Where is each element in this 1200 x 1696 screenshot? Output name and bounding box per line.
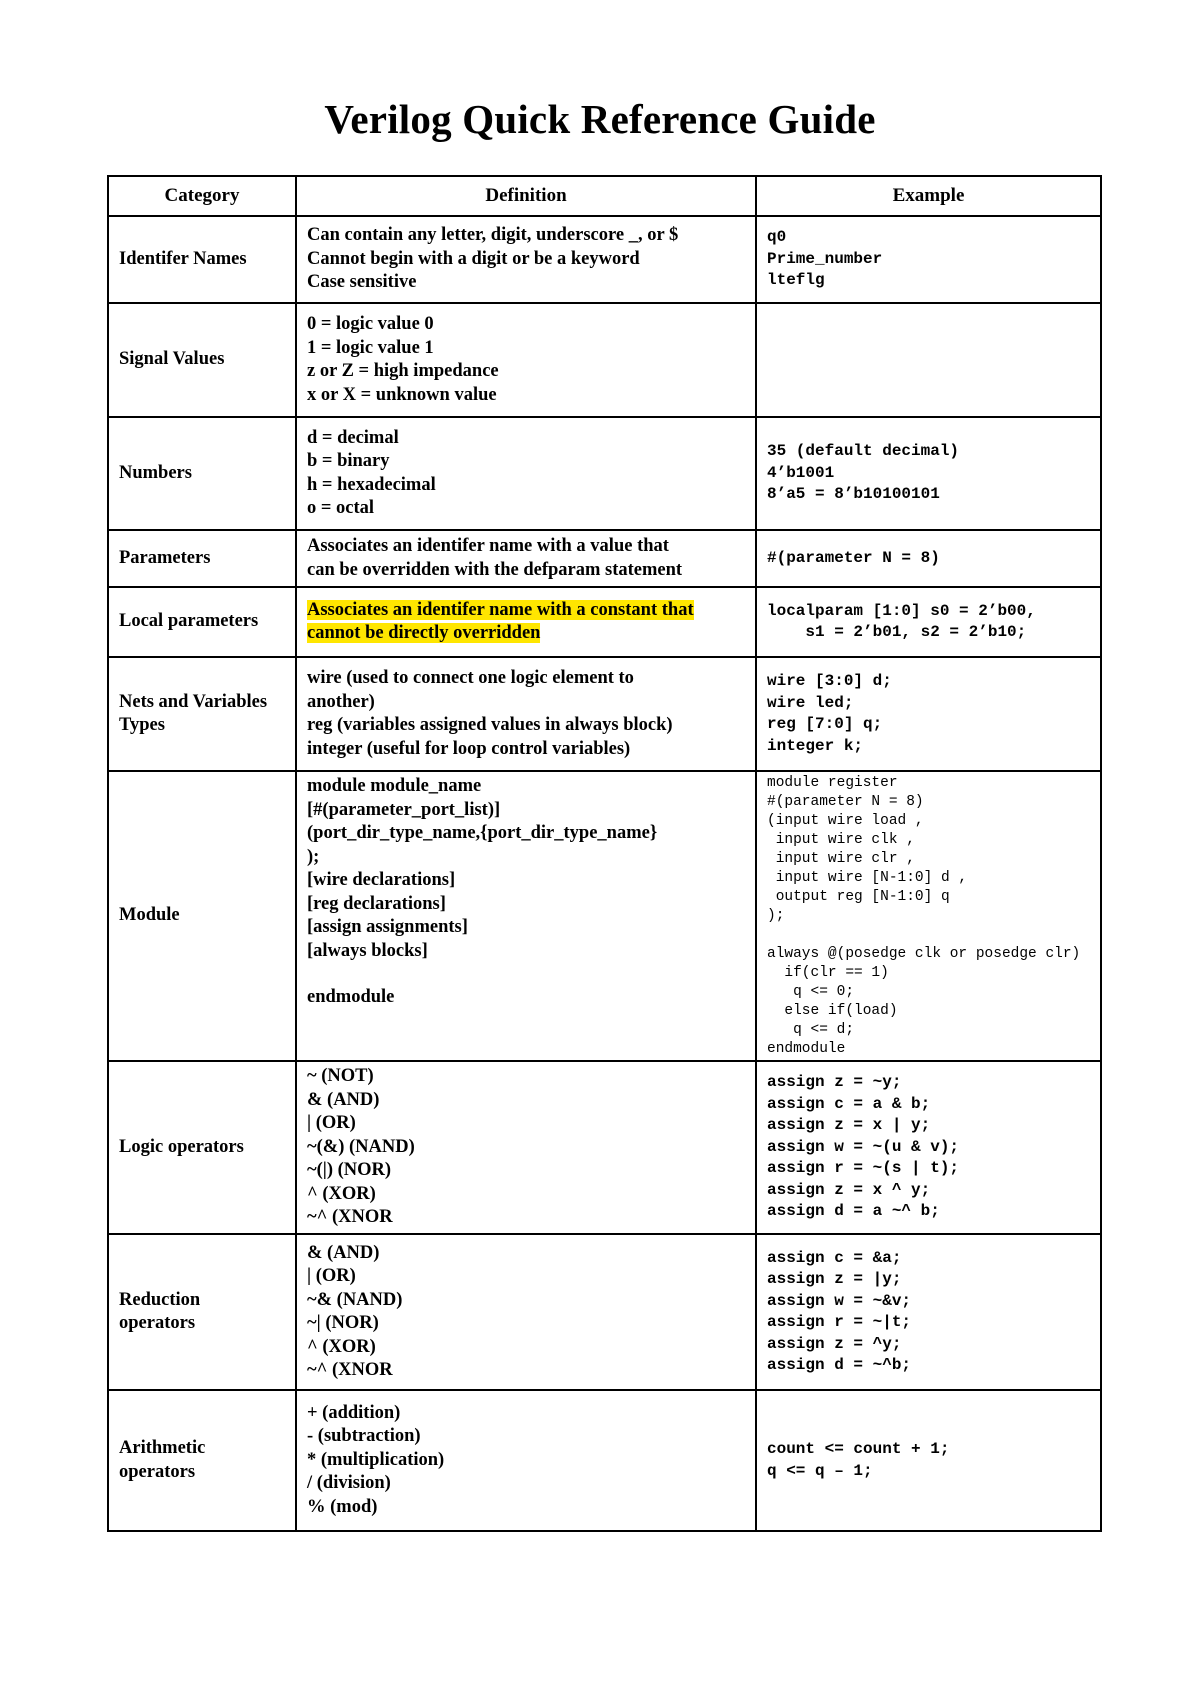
example-line: endmodule [767,1041,846,1057]
table-row-parameters [108,530,1101,587]
definition-line: [assign assignments] [307,917,468,937]
definition-line: | (OR) [307,1266,356,1286]
reference-table [107,175,1102,1532]
definition-line: Cannot begin with a digit or be a keyword [307,248,640,269]
definition-line-highlighted [307,599,745,623]
blank-line [307,963,745,986]
example-line: (input wire load , [767,813,924,829]
definition-cell [296,587,756,657]
example-line: module register [767,775,898,791]
highlight-text: cannot be directly overridden [307,623,541,643]
definition-line: ^ (XOR) [307,1336,376,1357]
example-line: ); [767,908,785,924]
category-cell [108,417,296,530]
definition-line: ~(&) (NAND) [307,1136,415,1157]
table-row-reduction-operators [108,1234,1101,1390]
table-row-identifier-names [108,216,1101,303]
example-line: integer k; [767,736,864,755]
definition-line: wire (used to connect one logic element to [307,668,634,688]
definition-line: | (OR) [307,1113,356,1134]
category-cell [108,1061,296,1234]
definition-cell [296,216,756,303]
example-cell [756,1390,1101,1531]
example-line: count <= count + 1; [767,1440,950,1458]
definition-line: z or Z = high impedance [307,361,499,381]
example-line: assign c = &a; [767,1248,902,1267]
category-text: Reduction [119,1289,201,1310]
example-line: 8’a5 = 8’b10100101 [767,485,940,504]
example-line: if(clr == 1) [767,965,889,981]
definition-cell [296,417,756,530]
definition-cell [296,530,756,587]
category-cell [108,1390,296,1531]
example-line: input wire clk , [767,832,915,848]
example-line: assign r = ~(s | t); [767,1159,960,1178]
example-line: assign z = x ^ y; [767,1180,931,1199]
example-line: s1 = 2’b01, s2 = 2’b10; [767,623,1027,641]
definition-line: 1 = logic value 1 [307,337,434,358]
example-line: lteflg [767,271,825,290]
example-line: Prime_number [767,249,883,268]
definition-cell [296,1234,756,1390]
example-line: reg [7:0] q; [767,715,883,733]
example-cell [756,1234,1101,1390]
header-definition: Definition [296,176,756,216]
definition-line: d = decimal [307,427,399,448]
example-line: always @(posedge clk or posedge clr) [767,946,1081,962]
example-line: output reg [N-1:0] q [767,889,950,905]
table-row-nets-and-variables [108,657,1101,771]
definition-line: * (multiplication) [307,1449,445,1470]
definition-line: % (mod) [307,1496,378,1517]
category-text: Types [119,715,165,735]
example-cell [756,303,1101,417]
example-line: else if(load) [767,1003,898,1019]
example-line: assign z = |y; [767,1270,902,1288]
definition-cell [296,303,756,417]
definition-line: integer (useful for loop control variables) [307,738,631,759]
example-cell [756,587,1101,657]
example-line: q <= 0; [767,984,855,1000]
definition-line: ^ (XOR) [307,1183,376,1204]
example-cell [756,1061,1101,1234]
category-text: Arithmetic [119,1438,206,1458]
example-line: wire [3:0] d; [767,672,892,690]
definition-line: [wire declarations] [307,870,456,890]
definition-line: ~^ (XNOR [307,1360,393,1380]
table-row-local-parameters [108,587,1101,657]
category-cell [108,216,296,303]
category-text: Signal Values [119,349,225,370]
example-cell [756,657,1101,771]
table-row-logic-operators [108,1061,1101,1234]
table-header-row [108,176,1101,216]
table-row-signal-values [108,303,1101,417]
definition-line: ~ (NOT) [307,1066,374,1087]
category-text: Identifer Names [119,248,247,269]
example-line: assign w = ~&v; [767,1291,912,1310]
example-cell [756,216,1101,303]
category-text: Parameters [119,547,211,568]
definition-line: [always blocks] [307,940,428,961]
definition-line: o = octal [307,498,375,518]
definition-line: can be overridden with the defparam statement [307,559,683,580]
example-line: #(parameter N = 8) [767,794,924,810]
table-row-arithmetic-operators [108,1390,1101,1531]
definition-line: h = hexadecimal [307,474,436,495]
definition-line: ~& (NAND) [307,1289,403,1310]
example-line: #(parameter N = 8) [767,548,940,567]
category-cell [108,530,296,587]
category-text: Numbers [119,462,192,483]
example-line: localparam [1:0] s0 = 2’b00, [767,601,1036,620]
example-line: assign z = ~y; [767,1073,902,1092]
category-text: Local parameters [119,611,259,632]
table-row-module [108,771,1101,1061]
example-line: assign d = a ~^ b; [767,1202,940,1221]
category-text: Module [119,905,180,926]
definition-line: - (subtraction) [307,1426,421,1447]
definition-line: ~(|) (NOR) [307,1160,392,1181]
definition-line-highlighted [307,622,745,646]
definition-line: b = binary [307,451,390,471]
example-line: assign z = x | y; [767,1116,931,1135]
definition-line: module module_name [307,776,482,796]
definition-line: & (AND) [307,1089,380,1110]
definition-line: / (division) [307,1473,391,1494]
definition-line: ~| (NOR) [307,1313,379,1333]
definition-line: & (AND) [307,1242,380,1263]
definition-line: ); [307,846,320,867]
definition-cell [296,1061,756,1234]
definition-line: 0 = logic value 0 [307,314,434,334]
example-cell [756,771,1101,1061]
definition-line: Can contain any letter, digit, underscore _, or $ [307,225,679,246]
definition-line: [reg declarations] [307,893,446,914]
example-line: assign z = ^y; [767,1334,902,1353]
example-line: input wire [N-1:0] d , [767,870,968,886]
category-cell [108,657,296,771]
example-cell [756,417,1101,530]
definition-line: Case sensitive [307,272,417,293]
header-example: Example [756,176,1101,216]
definition-line: (port_dir_type_name,{port_dir_type_name} [307,823,658,843]
definition-cell [296,657,756,771]
table-row-numbers [108,417,1101,530]
category-text: operators [119,1461,196,1482]
example-line: 35 (default decimal) [767,442,960,461]
highlight-text: Associates an identifer name with a constant that [307,599,694,620]
example-line: q <= d; [767,1022,855,1038]
definition-line: + (addition) [307,1402,401,1423]
category-cell [108,1234,296,1390]
blank-line [767,926,1090,945]
category-cell [108,303,296,417]
example-line: q <= q – 1; [767,1461,873,1480]
category-cell [108,587,296,657]
example-line: 4’b1001 [767,463,835,482]
definition-cell [296,771,756,1061]
example-cell [756,530,1101,587]
example-line: assign c = a & b; [767,1094,931,1113]
definition-line: x or X = unknown value [307,384,497,405]
example-line: assign d = ~^b; [767,1356,912,1374]
definition-line: endmodule [307,987,395,1007]
example-line: q0 [767,228,787,247]
header-category: Category [108,176,296,216]
example-line: assign r = ~|t; [767,1313,912,1331]
page-title: Verilog Quick Reference Guide [324,96,876,142]
example-line: wire led; [767,693,854,712]
definition-line: ~^ (XNOR [307,1207,393,1228]
category-text: Nets and Variables [119,691,268,712]
definition-line: reg (variables assigned values in always block) [307,715,673,735]
definition-line: [#(parameter_port_list)] [307,799,501,820]
definition-line: Associates an identifer name with a value that [307,536,669,556]
example-line: input wire clr , [767,851,915,867]
category-text: Logic operators [119,1136,244,1157]
category-cell [108,771,296,1061]
example-line: assign w = ~(u & v); [767,1137,960,1156]
category-text: operators [119,1313,196,1333]
definition-line: another) [307,691,375,712]
definition-cell [296,1390,756,1531]
